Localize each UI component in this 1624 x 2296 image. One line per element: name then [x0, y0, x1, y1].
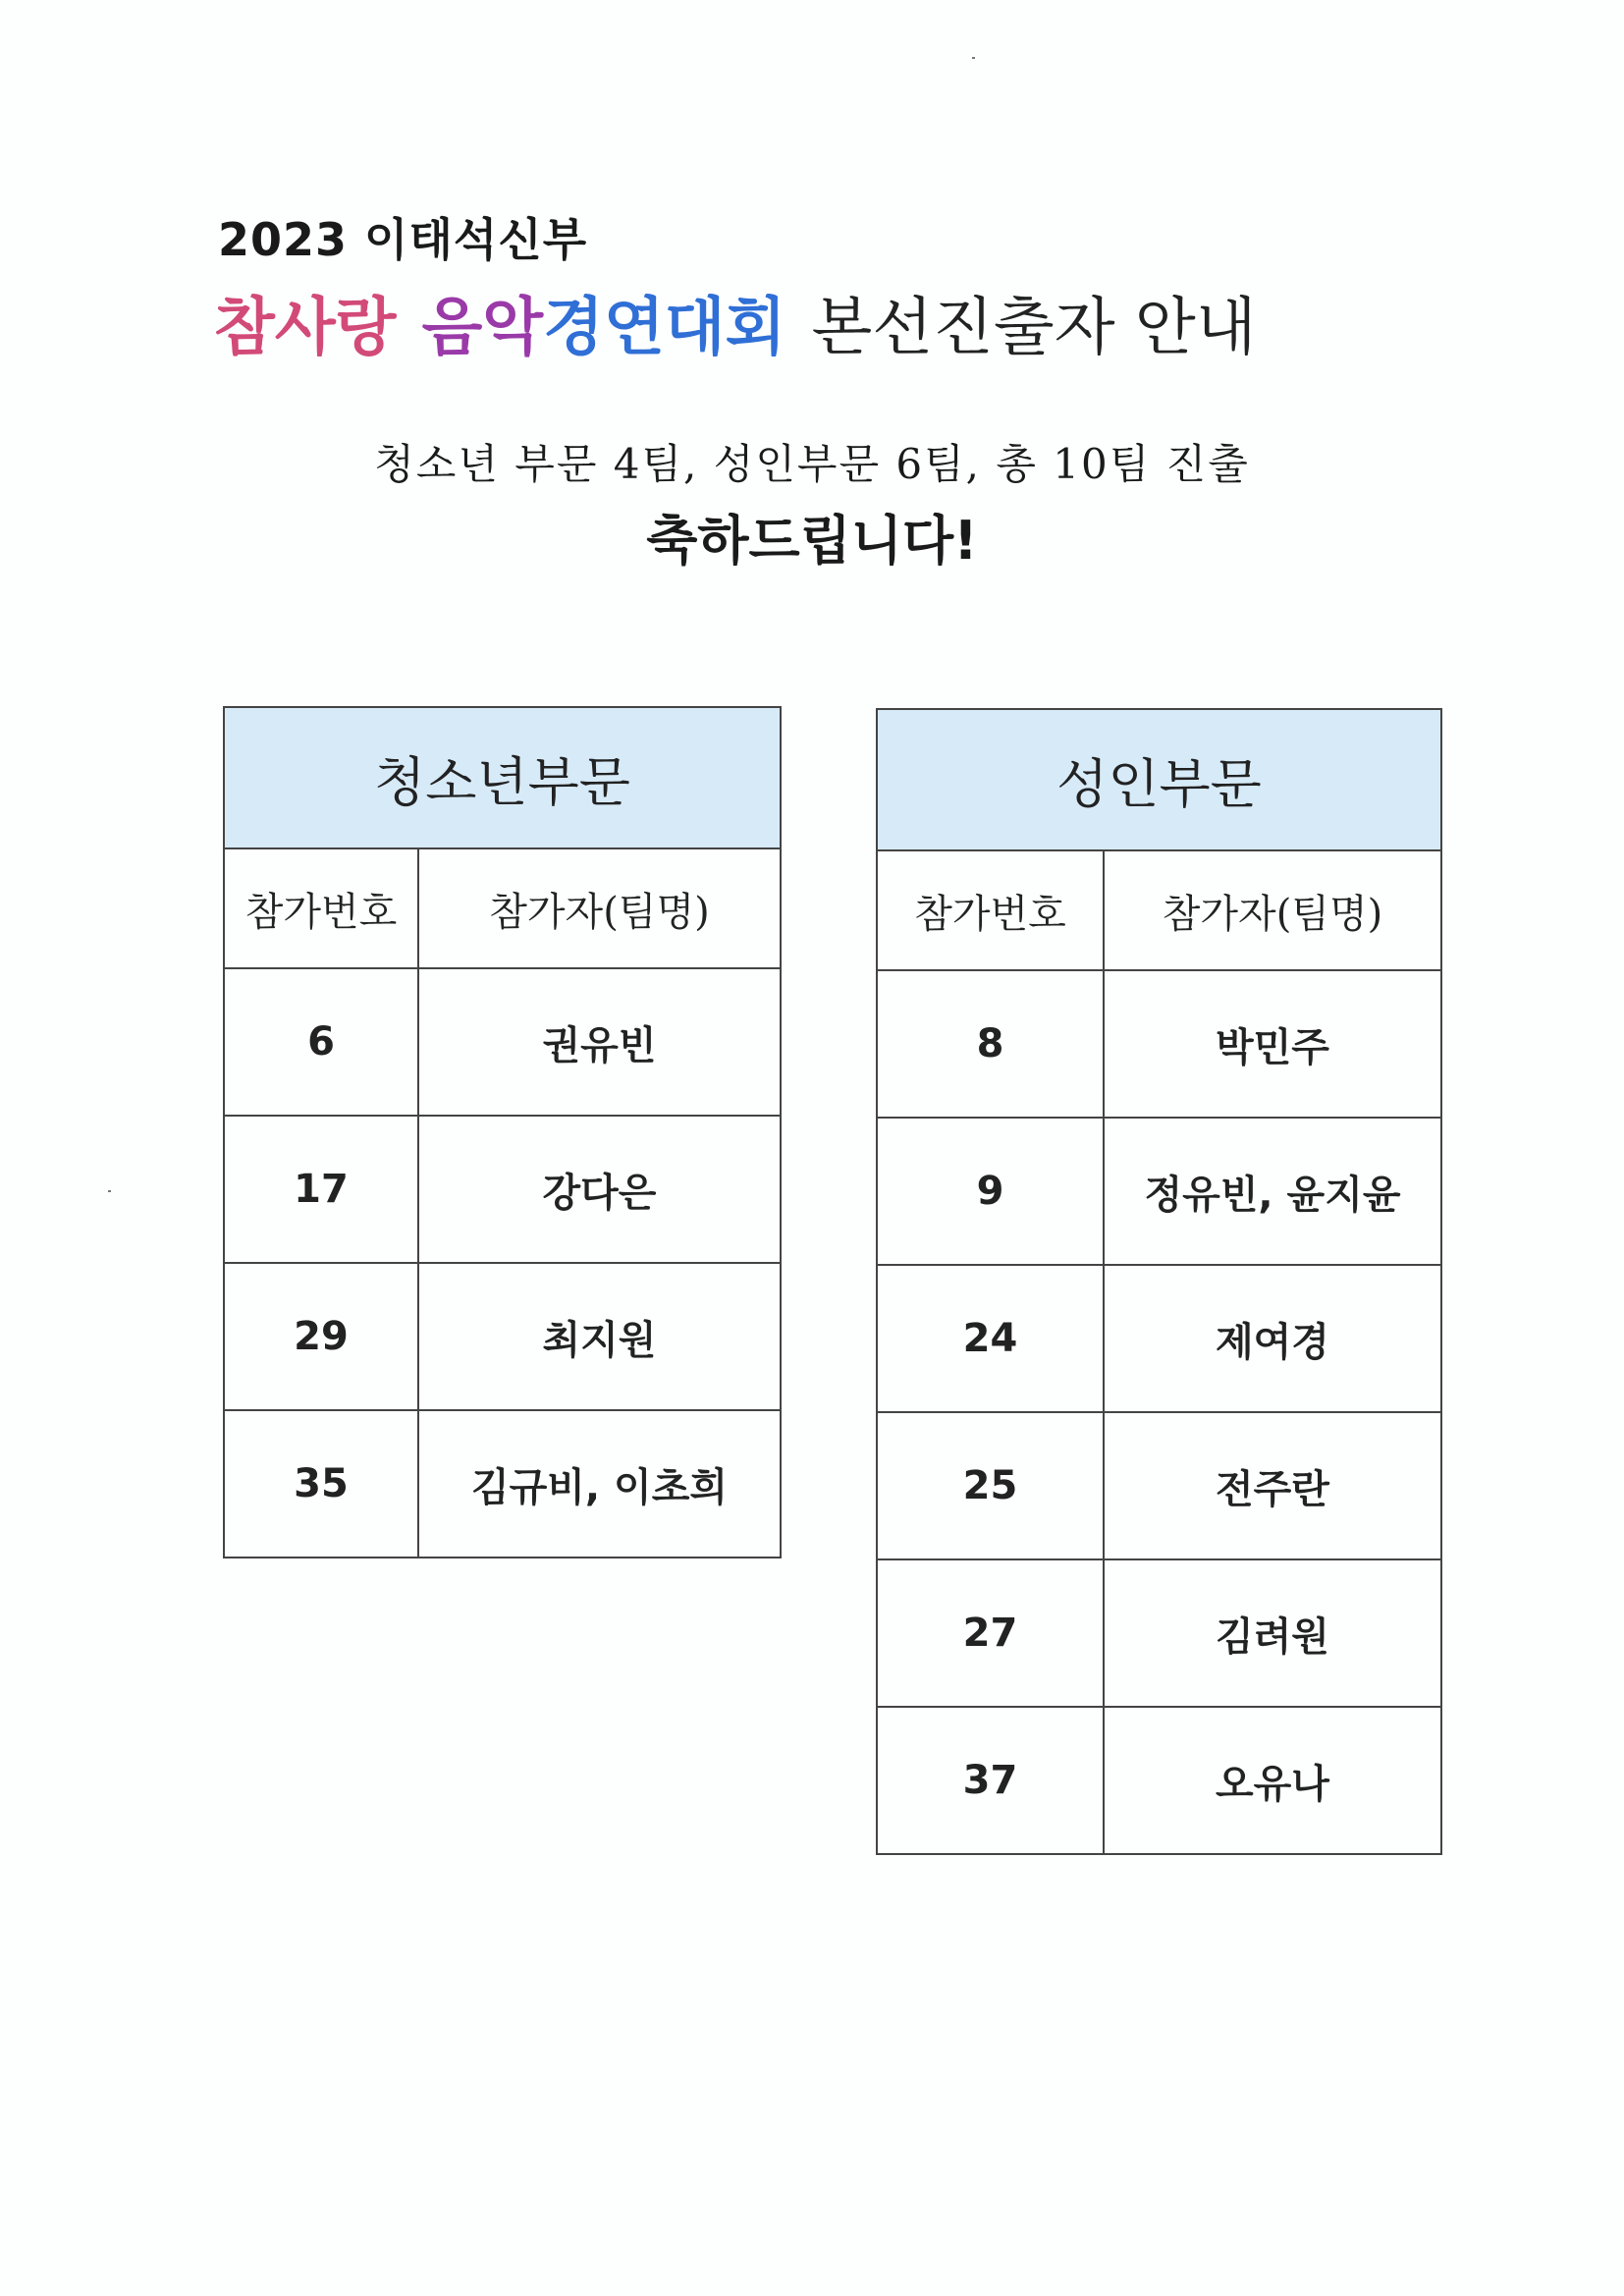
table-row — [877, 1559, 1441, 1707]
youth-table-caption: 청소년부문 — [224, 707, 781, 848]
entry-number: 37 — [877, 1707, 1104, 1854]
table-row — [877, 1412, 1441, 1559]
table-row — [224, 968, 781, 1116]
title-part-finalists-notice: 본선진출자 안내 — [811, 292, 1257, 364]
entry-number: 24 — [877, 1265, 1104, 1412]
table-row — [877, 1118, 1441, 1265]
entry-name: 제여경 — [1104, 1265, 1441, 1412]
scan-speck — [972, 57, 975, 59]
entry-number: 6 — [224, 968, 418, 1116]
adult-col-name-header: 참가자(팀명) — [1104, 850, 1441, 970]
entry-name: 오유나 — [1104, 1707, 1441, 1854]
entry-name: 강다은 — [418, 1116, 781, 1263]
entry-name: 정유빈, 윤지윤 — [1104, 1118, 1441, 1265]
title-part-contest: 경연대회 — [543, 292, 786, 364]
congratulations-text: 축하드립니다! — [646, 510, 978, 572]
entry-name: 박민주 — [1104, 970, 1441, 1118]
table-row — [224, 1116, 781, 1263]
event-year-subtitle: 2023 이태석신부 — [218, 213, 588, 266]
entry-name: 최지원 — [418, 1263, 781, 1410]
entry-name: 김규비, 이초희 — [418, 1410, 781, 1558]
entry-number: 17 — [224, 1116, 418, 1263]
table-row — [224, 1410, 781, 1558]
entry-number: 25 — [877, 1412, 1104, 1559]
youth-col-number-header: 참가번호 — [224, 848, 418, 968]
entry-name: 김려원 — [1104, 1559, 1441, 1707]
entry-number: 8 — [877, 970, 1104, 1118]
entry-number: 9 — [877, 1118, 1104, 1265]
table-row — [224, 1263, 781, 1410]
title-part-chamsarang: 참사랑 — [214, 292, 397, 364]
title-part-music: 음악 — [421, 292, 544, 364]
entry-number: 27 — [877, 1559, 1104, 1707]
finalist-summary: 청소년 부문 4팀, 성인부문 6팀, 총 10팀 진출 — [374, 440, 1250, 488]
entry-number: 29 — [224, 1263, 418, 1410]
adult-col-number-header: 참가번호 — [877, 850, 1104, 970]
page-title — [214, 277, 1257, 367]
table-row — [877, 1707, 1441, 1854]
adult-table-caption: 성인부문 — [877, 709, 1441, 850]
adult-division-table — [876, 708, 1442, 1855]
entry-name: 전주란 — [1104, 1412, 1441, 1559]
entry-name: 권유빈 — [418, 968, 781, 1116]
table-row — [877, 1265, 1441, 1412]
scan-speck — [108, 1190, 111, 1192]
table-row — [877, 970, 1441, 1118]
entry-number: 35 — [224, 1410, 418, 1558]
youth-division-table — [223, 706, 782, 1558]
youth-col-name-header: 참가자(팀명) — [418, 848, 781, 968]
